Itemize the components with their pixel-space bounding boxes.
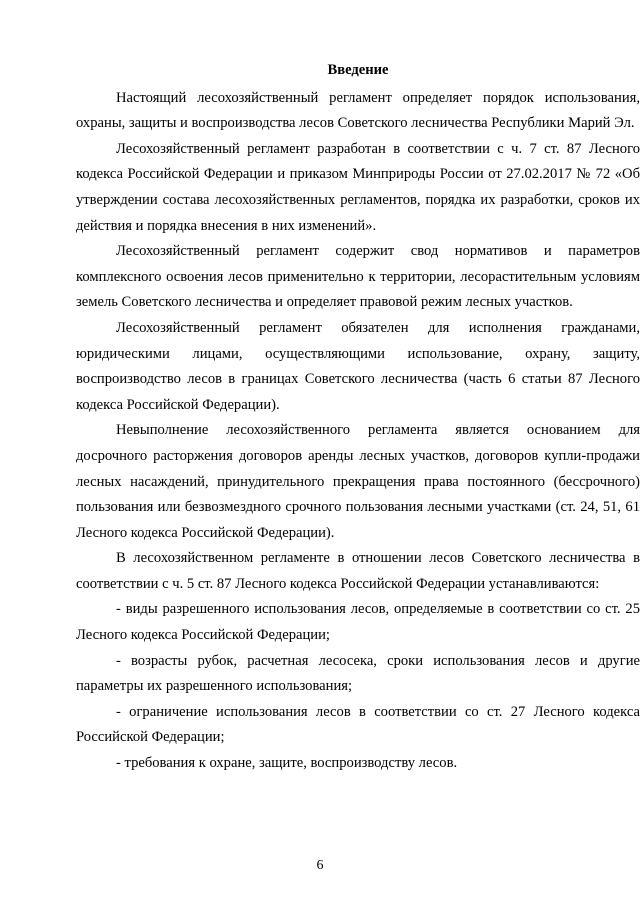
list-item: - ограничение использования лесов в соответствии со ст. 27 Лесного кодекса Российской Федерации;: [76, 703, 640, 746]
document-page: [76, 58, 640, 777]
paragraph-content: Лесохозяйственный регламент содержит свод нормативов и параметров комплексного освоения лесов применительно к территории, лесорастительным условиям земель Советского лесничества и определяет правовой режим лесных участков.: [76, 243, 640, 311]
page-number: 6: [316, 858, 324, 873]
section-title: Введение: [327, 62, 389, 78]
paragraph-establishes: В лесохозяйственном регламенте в отношении лесов Советского лесничества в соответствии с ч. 5 ст. 87 Лесного кодекса Российской Федерации устанавливаются:: [76, 550, 640, 592]
list-item: - возрасты рубок, расчетная лесосека, сроки использования лесов и другие параметры их разрешенного использования;: [76, 652, 640, 695]
paragraph-basis: Лесохозяйственный регламент разработан в соответствии с ч. 7 ст. 87 Лесного кодекса Российской Федерации и приказом Минприроды России от 27.02.2017 № 72 «Об утверждении состава лесохозяйственных регламентов, порядка их разработки, сроков их действия и порядка внесения в них изменений».: [76, 140, 640, 234]
paragraph-obligation: Лесохозяйственный регламент обязателен для исполнения гражданами, юридическими лицами, осуществляющими использование, охрану, защиту, воспроизводство лесов в границах Советского лесничества (часть 6 статьи 87 Лесного кодекса Российской Федерации).: [76, 319, 640, 413]
list-item: - виды разрешенного использования лесов, определяемые в соответствии со ст. 25 Лесного кодекса Российской Федерации;: [76, 601, 640, 644]
list-item: - требования к охране, защите, воспроизводству лесов.: [116, 755, 458, 772]
paragraph-intro: Настоящий лесохозяйственный регламент определяет порядок использования, охраны, защиты и воспроизводства лесов Советского лесничества Республики Марий Эл.: [76, 89, 640, 132]
paragraph-violation: Невыполнение лесохозяйственного регламента является основанием для досрочного расторжения договоров аренды лесных участков, договоров купли-продажи лесных насаждений, принудительного прекращения права постоянного (бессрочного) пользования или безвозмездного срочного пользования лесными участками (ст. 24, 51, 61 Лесного кодекса Российской Федерации).: [76, 422, 640, 541]
